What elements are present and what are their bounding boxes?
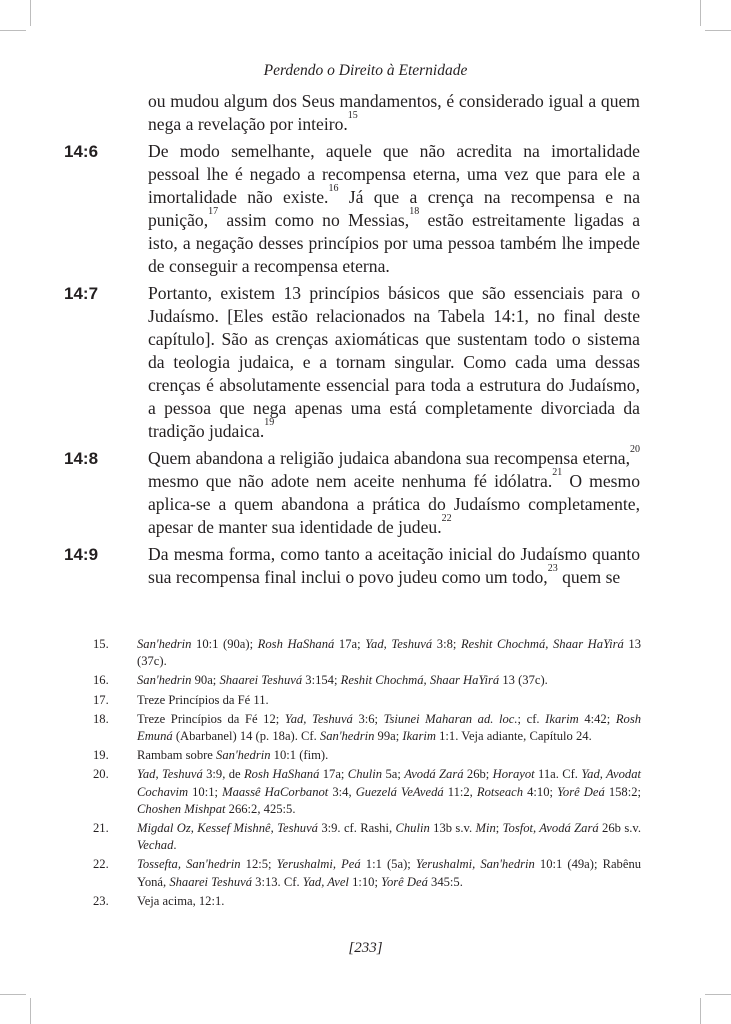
footnote-text: 1:1 (5a); bbox=[360, 857, 416, 872]
footnote-number: 20. bbox=[93, 767, 109, 782]
footnote-text: 13 (37c). bbox=[499, 673, 548, 688]
crop-mark bbox=[700, 0, 701, 26]
paragraph-text: De modo semelhante, aquele que não acredita na imortalidade pessoal lhe é negado a recompensa eterna, uma vez que para ele a imortalidade não existe. bbox=[148, 141, 640, 207]
paragraph-number: 14:8 bbox=[64, 449, 99, 468]
footnote-text: 3:13. Cf. bbox=[252, 874, 303, 889]
footnote bbox=[93, 711, 641, 745]
paragraph-text: Já que a crença na recompensa e na punição, bbox=[148, 187, 640, 230]
footnote-text: Reshit Chochmá, Shaar HaYirá bbox=[340, 673, 500, 688]
footnote-text: . bbox=[173, 838, 177, 853]
footnote-text: 26b; bbox=[463, 767, 493, 782]
footnote-text: Yad, Teshuvá bbox=[284, 711, 353, 726]
footnote bbox=[93, 820, 641, 854]
footnote-text: 3:6; bbox=[352, 711, 384, 726]
footnote-text: 99a; bbox=[374, 729, 403, 744]
footnote-text: Rosh HaShaná bbox=[257, 637, 335, 651]
footnote-text: San'hedrin bbox=[319, 729, 375, 744]
footnote-text: Rosh Emuná bbox=[137, 711, 642, 744]
footnote-text: 3:4, bbox=[328, 784, 356, 799]
footnote-text: Chulin bbox=[395, 821, 430, 836]
footnote-text: Yad, Avodat Cochavim bbox=[137, 767, 642, 799]
footnote-text: 17a; bbox=[334, 637, 366, 651]
footnote-text: 5a; bbox=[382, 767, 405, 782]
footnote-text: Yad, Teshuvá bbox=[137, 767, 203, 782]
paragraph-list bbox=[64, 140, 641, 589]
paragraph-number: 14:9 bbox=[64, 545, 99, 564]
footnote-text: Tosfot, Avodá Zará bbox=[502, 821, 599, 836]
footnote bbox=[93, 893, 641, 910]
footnote-text: 1:1. Veja adiante, Capítulo 24. bbox=[435, 729, 592, 744]
footnote-number: 19. bbox=[93, 748, 109, 763]
footnote-text: 158:2; bbox=[604, 784, 642, 799]
paragraph-text: quem se bbox=[557, 567, 621, 587]
footnote-ref[interactable]: 19 bbox=[264, 417, 275, 428]
footnote-text: Yad, Avel bbox=[302, 874, 349, 889]
footnote-text: Shaarei Teshuvá bbox=[169, 874, 253, 889]
crop-mark bbox=[700, 998, 701, 1024]
paragraph-number: 14:7 bbox=[64, 284, 99, 303]
footnote-text: 13 (37c). bbox=[137, 637, 642, 669]
footnote-text: (Abarbanel) 14 (p. 18a). Cf. bbox=[172, 729, 320, 744]
crop-mark bbox=[705, 30, 731, 31]
crop-mark bbox=[705, 994, 731, 995]
crop-mark bbox=[30, 0, 31, 26]
footnote-ref[interactable]: 16 bbox=[328, 183, 339, 194]
footnote-text: 3:8; bbox=[432, 637, 461, 651]
running-head: Perdendo o Direito à Eternidade bbox=[263, 62, 468, 79]
crop-mark bbox=[30, 998, 31, 1024]
footnote-text: Veja acima, 12:1. bbox=[137, 893, 225, 908]
footnote-text: Yorê Deá bbox=[381, 874, 428, 889]
footnote-text: Rosh HaShaná bbox=[243, 767, 320, 782]
continuation-text: ou mudou algum dos Seus mandamentos, é considerado igual a quem nega a revelação por inteiro. bbox=[148, 91, 640, 134]
footnote-text: Guezelá VeAvedá bbox=[355, 784, 444, 799]
footnote-text: 266:2, 425:5. bbox=[225, 801, 296, 816]
footnote-ref[interactable]: 20 bbox=[630, 444, 640, 455]
footnote-text: 13b s.v. bbox=[429, 821, 476, 836]
footnote-text: 17a; bbox=[319, 767, 348, 782]
footnote bbox=[93, 636, 641, 670]
footnotes bbox=[93, 636, 641, 912]
footnote-text: 10:1 (49a); Rabênu Yoná, bbox=[137, 857, 642, 889]
footnote-text: Rotseach bbox=[476, 784, 524, 799]
footnote-ref[interactable]: 15 bbox=[347, 110, 358, 121]
paragraph-text: mesmo que não adote nem aceite nenhuma fé idólatra. bbox=[148, 471, 553, 491]
footnote-text: Treze Princípios da Fé 11. bbox=[137, 692, 269, 707]
footnote-text: Chulin bbox=[347, 767, 383, 782]
footnote-text: 3:9, de bbox=[202, 767, 244, 782]
footnote-text: 26b s.v. bbox=[598, 821, 641, 836]
footnote-text: Tsiunei Maharan ad. loc. bbox=[383, 711, 518, 726]
paragraph-text: estão estreitamente ligadas a isto, a negação desses princípios por uma pessoa também lhe impede de conseguir a recompensa eterna. bbox=[148, 210, 640, 276]
paragraph-text: Portanto, existem 13 princípios básicos que são essenciais para o Judaísmo. [Eles estão relacionados na Tabela 14:1, no final deste capítulo]. São as crenças axiomáticas que sustentam todo o sistema da teologia judaica, e a tornam singular. Como cada uma dessas crenças é absolutamente essencial para toda a estrutura do Judaísmo, a pessoa que nega apenas uma está completamente divorciada da tradição judaica. bbox=[148, 283, 640, 441]
footnote-text: Tossefta, San'hedrin bbox=[137, 857, 241, 872]
footnote-text: Yerushalmi, Peá bbox=[276, 857, 361, 872]
footnote-text: Reshit Chochmá, Shaar HaYirá bbox=[460, 637, 624, 651]
numbered-paragraph bbox=[64, 543, 640, 589]
main-text bbox=[64, 90, 641, 589]
footnote-ref[interactable]: 17 bbox=[208, 206, 219, 217]
footnote-ref[interactable]: 21 bbox=[552, 467, 563, 478]
crop-mark bbox=[0, 994, 26, 995]
crop-mark bbox=[0, 30, 26, 31]
footnote-number: 21. bbox=[93, 821, 109, 836]
paragraph-text: Quem abandona a religião judaica abandona sua recompensa eterna, bbox=[148, 448, 630, 468]
numbered-paragraph bbox=[64, 282, 640, 443]
footnote-text: 11:2, bbox=[443, 784, 477, 799]
paragraph-number: 14:6 bbox=[64, 142, 99, 161]
footnote-ref[interactable]: 18 bbox=[409, 206, 420, 217]
footnote-text: 10:1 (fim). bbox=[270, 748, 329, 763]
footnote-text: San'hedrin bbox=[137, 637, 192, 651]
footnote-text: Yad, Teshuvá bbox=[365, 637, 433, 651]
footnote-text: Yorê Deá bbox=[557, 784, 605, 799]
footnote-text: 12:5; bbox=[240, 857, 277, 872]
footnote-text: Horayot bbox=[492, 767, 535, 782]
footnote-text: 10:1; bbox=[188, 784, 223, 799]
footnote-text: 3:154; bbox=[302, 673, 341, 688]
paragraph-text: assim como no Messias, bbox=[218, 210, 410, 230]
page-number: [233] bbox=[348, 940, 383, 956]
footnote-text: Choshen Mishpat bbox=[137, 801, 226, 816]
footnote-text: Maassê HaCorbanot bbox=[222, 784, 329, 799]
paragraph-text: O mesmo aplica-se a quem abandona a prática do Judaísmo completamente, apesar de manter sua identidade de judeu. bbox=[148, 471, 641, 537]
footnote-text: 3:9. cf. Rashi, bbox=[317, 821, 396, 836]
footnote bbox=[93, 856, 641, 890]
footnote-text: 4:42; bbox=[578, 711, 616, 726]
footnote-ref[interactable]: 23 bbox=[547, 563, 558, 574]
footnote-text: Rambam sobre bbox=[137, 748, 217, 763]
footnote-text: Ikarim bbox=[545, 711, 579, 726]
footnote-text: ; bbox=[495, 821, 503, 836]
footnote-text: 345:5. bbox=[427, 874, 463, 889]
footnote-text: 11a. Cf. bbox=[534, 767, 582, 782]
footnote-text: Migdal Oz, Kessef Mishnê, Teshuvá bbox=[137, 821, 318, 836]
footnote bbox=[93, 692, 641, 709]
footnote-text: Shaarei Teshuvá bbox=[219, 673, 303, 688]
numbered-paragraph bbox=[64, 444, 641, 539]
footnote-text: Avodá Zará bbox=[404, 767, 464, 782]
continuation-paragraph bbox=[92, 90, 640, 136]
footnote bbox=[93, 766, 641, 818]
footnote-text: San'hedrin bbox=[137, 673, 192, 688]
footnote-text: 10:1 (90a); bbox=[191, 637, 258, 651]
paragraph-text: Da mesma forma, como tanto a aceitação inicial do Judaísmo quanto sua recompensa final inclui o povo judeu como um todo, bbox=[148, 544, 640, 587]
footnote-number: 23. bbox=[93, 893, 109, 908]
footnote-number: 15. bbox=[93, 637, 109, 651]
footnote-text: ; cf. bbox=[517, 711, 546, 726]
footnote-number: 22. bbox=[93, 857, 109, 872]
footnote-number: 18. bbox=[93, 711, 109, 726]
footnote-number: 17. bbox=[93, 692, 109, 707]
footnote-text: Vechad bbox=[137, 838, 174, 853]
footnote bbox=[93, 672, 641, 689]
footnote bbox=[93, 747, 641, 764]
footnote-text: Ikarim bbox=[402, 729, 436, 744]
numbered-paragraph bbox=[64, 140, 640, 278]
footnote-ref[interactable]: 22 bbox=[441, 513, 452, 524]
footnote-text: Treze Princípios da Fé 12; bbox=[137, 711, 285, 726]
footnote-text: 1:10; bbox=[348, 874, 382, 889]
footnote-text: 90a; bbox=[191, 673, 220, 688]
footnote-text: Min bbox=[475, 821, 496, 836]
footnote-text: 4:10; bbox=[523, 784, 558, 799]
footnote-text: San'hedrin bbox=[216, 748, 271, 763]
footnote-number: 16. bbox=[93, 673, 109, 688]
footnote-text: Yerushalmi, San'hedrin bbox=[415, 857, 535, 872]
